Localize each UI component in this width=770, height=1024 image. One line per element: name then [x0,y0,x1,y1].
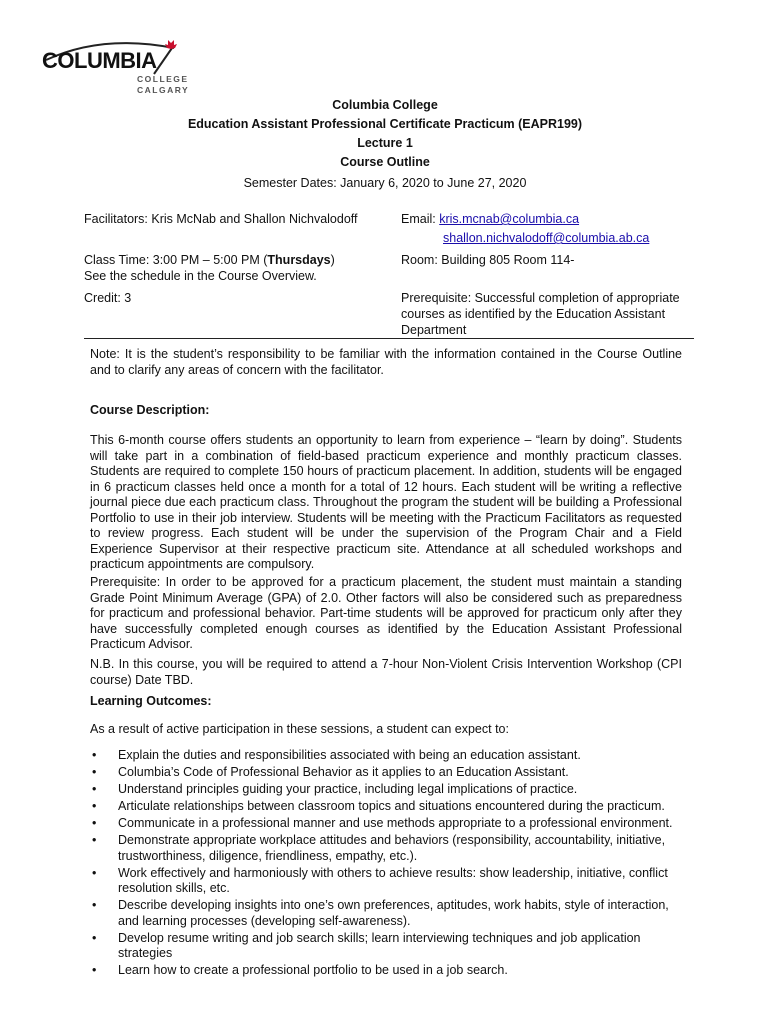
outcomes-heading: Learning Outcomes: [90,694,212,708]
list-item: • Understand principles guiding your practice, including legal implications of practice. [92,782,578,796]
outcomes-list [90,748,690,980]
class-time-suffix: ) [330,253,335,267]
columbia-college-logo [42,40,202,94]
outline-title: Course Outline [340,155,430,169]
email-link-shallon-wrap [443,230,649,246]
bullet-icon: • [92,963,97,977]
nb-paragraph: N.B. In this course, you will be required to attend a 7-hour Non-Violent Crisis Intervention Workshop (CPI course) Date TBD. [90,657,682,687]
bullet-icon: • [92,816,97,830]
email-label: Email: [401,212,436,226]
logo-sub-calgary: CALGARY [137,85,190,95]
bullet-icon: • [92,865,97,880]
schedule-note: See the schedule in the Course Overview. [84,269,317,283]
bullet-icon: • [92,799,97,813]
college-title: Columbia College [332,98,438,112]
description-heading: Course Description: [90,403,210,417]
list-item: • Learn how to create a professional portfolio to be used in a job search. [92,963,508,977]
email-link-kris[interactable]: kris.mcnab@columbia.ca [439,212,580,226]
list-item: • Communicate in a professional manner and use methods appropriate to a professional environment. [92,816,673,830]
list-item: • Work effectively and harmoniously with others to achieve results: show leadership, initiative, conflict resolution skills, etc. [92,865,668,895]
list-item: • Articulate relationships between classroom topics and situations encountered during the practicum. [92,799,665,813]
bullet-icon: • [92,782,97,796]
list-item: • Describe developing insights into one’s own preferences, aptitudes, work habits, style of interaction, and learning processes (developing self-awareness). [92,898,669,928]
class-time [84,252,335,284]
facilitators: Facilitators: Kris McNab and Shallon Nichvalodoff [84,212,358,226]
bullet-icon: • [92,930,97,945]
outcomes-intro: As a result of active participation in these sessions, a student can expect to: [90,722,509,736]
note-paragraph: Note: It is the student’s responsibility to be familiar with the information contained in the Course Outline and to clarify any areas of concern with the facilitator. [90,347,682,377]
class-day: Thursdays [267,253,331,267]
logo-sub-college: COLLEGE [137,74,189,84]
credit: Credit: 3 [84,291,132,305]
description-paragraph: This 6-month course offers students an opportunity to learn from experience – “learn by doing”. Students will take part in a combination of field-based practicum experience and monthly practicum classes. Students are required to complete 150 hours of practicum placement. In addition, students will be engaged in 6 practicum classes held once a month for a total of 12 hours. Each student will be writing a reflective journal piece due each practicum class. Throughout the program the student will be building a Professional Portfolio to use in their job interview. Students will be meeting with the Practicum Facilitators as requested to review progress. Each student will be under the supervision of the Program Chair and a Field Experience Supervisor at their respective practicum site. Attendance at all scheduled workshops and practicum appointments are compulsory. [90,433,682,571]
email-block [401,211,579,227]
section-divider [84,338,694,339]
bullet-icon: • [92,833,97,847]
bullet-icon: • [92,898,97,912]
list-item: • Develop resume writing and job search skills; learn interviewing techniques and job application strategies [92,930,641,960]
bullet-icon: • [92,765,97,779]
prerequisite-info: Prerequisite: Successful completion of appropriate courses as identified by the Education Assistant Department [401,291,680,337]
room: Room: Building 805 Room 114- [401,253,575,267]
prerequisite-paragraph: Prerequisite: In order to be approved for a practicum placement, the student must maintain a standing Grade Point Minimum Average (GPA) of 2.0. Other factors will also be considered such as preparedness for practicum and professional behavior. Part-time students will be approved for practicum only after they have successfully completed enough courses as identified by the Education Assistant Professional Practicum Advisor. [90,575,682,651]
email-link-shallon[interactable]: shallon.nichvalodoff@columbia.ab.ca [443,231,650,245]
list-item: • Columbia’s Code of Professional Behavior as it applies to an Education Assistant. [92,765,569,779]
list-item: • Demonstrate appropriate workplace attitudes and behaviors (responsibility, accountability, initiative, trustworthiness, diligence, friendliness, empathy, etc.). [92,833,666,863]
class-time-prefix: Class Time: 3:00 PM – 5:00 PM ( [84,253,268,267]
lecture-title: Lecture 1 [357,136,413,150]
program-title: Education Assistant Professional Certificate Practicum (EAPR199) [187,117,583,131]
bullet-icon: • [92,748,97,762]
logo-wordmark: COLUMBIA [42,48,157,73]
semester-dates: Semester Dates: January 6, 2020 to June 27, 2020 [243,176,527,190]
list-item: • Explain the duties and responsibilities associated with being an education assistant. [92,748,581,762]
